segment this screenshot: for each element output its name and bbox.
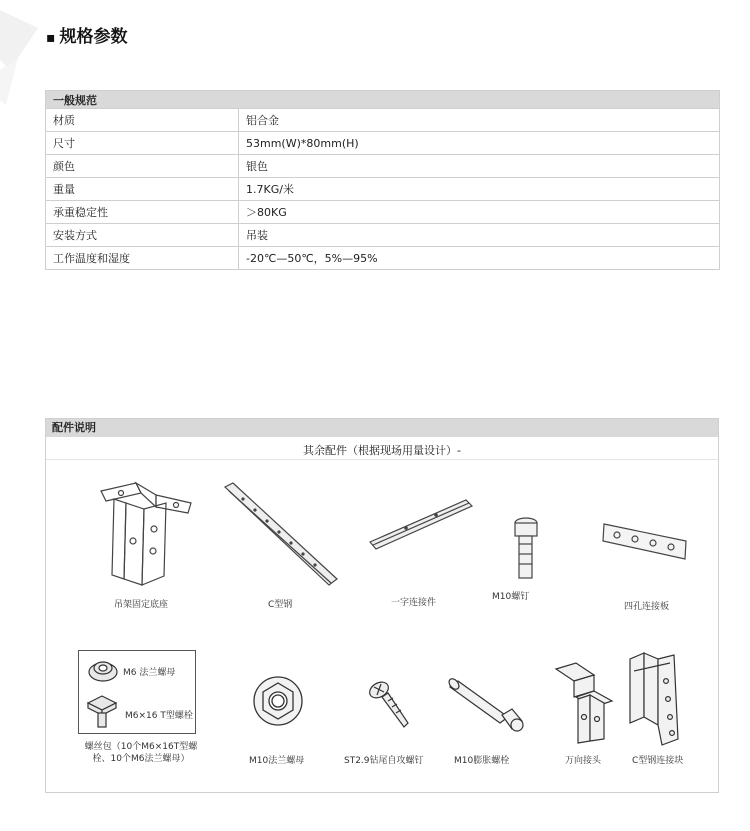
- screw-kit-box: [78, 650, 196, 734]
- hanger-base-icon: [96, 481, 196, 591]
- spec-key: 安装方式: [46, 224, 239, 247]
- divider: [46, 459, 718, 460]
- table-row: [46, 155, 720, 178]
- accessories-panel: [45, 418, 719, 793]
- spec-value: 1.7KG/米: [239, 178, 720, 201]
- spec-key: 承重稳定性: [46, 201, 239, 224]
- kit-caption: 螺丝包（10个M6×16T型螺栓、10个M6法兰螺母）: [84, 742, 198, 764]
- spec-table-header-row: [46, 91, 720, 109]
- m10-screw-icon: [506, 514, 546, 584]
- spec-key: 重量: [46, 178, 239, 201]
- item-caption: M10螺钉: [492, 592, 530, 602]
- spec-key: 材质: [46, 109, 239, 132]
- table-row: [46, 178, 720, 201]
- m10-expansion-bolt-icon: [446, 677, 530, 737]
- kit-bolt-label: M6×16 T型螺栓: [125, 711, 193, 721]
- item-caption: 万向接头: [565, 756, 602, 766]
- item-caption: 四孔连接板: [624, 602, 670, 612]
- item-caption: M10膨胀螺栓: [454, 756, 510, 766]
- spec-table: [45, 90, 720, 270]
- spec-value: -20℃—50℃，5%—95%: [239, 247, 720, 270]
- c-channel-connector-icon: [626, 651, 682, 747]
- m6-flange-nut-icon: [87, 657, 119, 683]
- table-row: [46, 201, 720, 224]
- page-title: ▪ 规格参数: [46, 27, 128, 47]
- item-caption: ST2.9钻尾自攻螺钉: [344, 756, 424, 766]
- accessories-subtitle: 其余配件（根据现场用量设计）-: [303, 444, 461, 457]
- four-hole-plate-icon: [601, 519, 691, 569]
- item-caption: 吊架固定底座: [114, 600, 169, 610]
- spec-table-header: 一般规范: [46, 91, 720, 109]
- spec-value: 铝合金: [239, 109, 720, 132]
- table-row: [46, 109, 720, 132]
- spec-value: ＞80KG: [239, 201, 720, 224]
- item-caption: C型钢: [268, 600, 293, 610]
- item-caption: 一字连接件: [391, 598, 437, 608]
- c-channel-steel-icon: [221, 481, 341, 591]
- spec-value: 吊装: [239, 224, 720, 247]
- item-caption: C型钢连接块: [632, 756, 684, 766]
- table-row: [46, 132, 720, 155]
- item-caption: M10法兰螺母: [249, 756, 305, 766]
- universal-joint-icon: [554, 661, 614, 745]
- m10-flange-nut-icon: [251, 674, 305, 728]
- kit-nut-label: M6 法兰螺母: [123, 668, 176, 678]
- table-row: [46, 224, 720, 247]
- spec-key: 尺寸: [46, 132, 239, 155]
- spec-value: 53mm(W)*80mm(H): [239, 132, 720, 155]
- self-tapping-screw-icon: [368, 679, 414, 731]
- straight-connector-icon: [366, 494, 476, 554]
- spec-key: 颜色: [46, 155, 239, 178]
- spec-key: 工作温度和湿度: [46, 247, 239, 270]
- spec-value: 银色: [239, 155, 720, 178]
- m6-t-bolt-icon: [85, 693, 119, 729]
- table-row: [46, 247, 720, 270]
- accessories-header: 配件说明: [46, 419, 718, 437]
